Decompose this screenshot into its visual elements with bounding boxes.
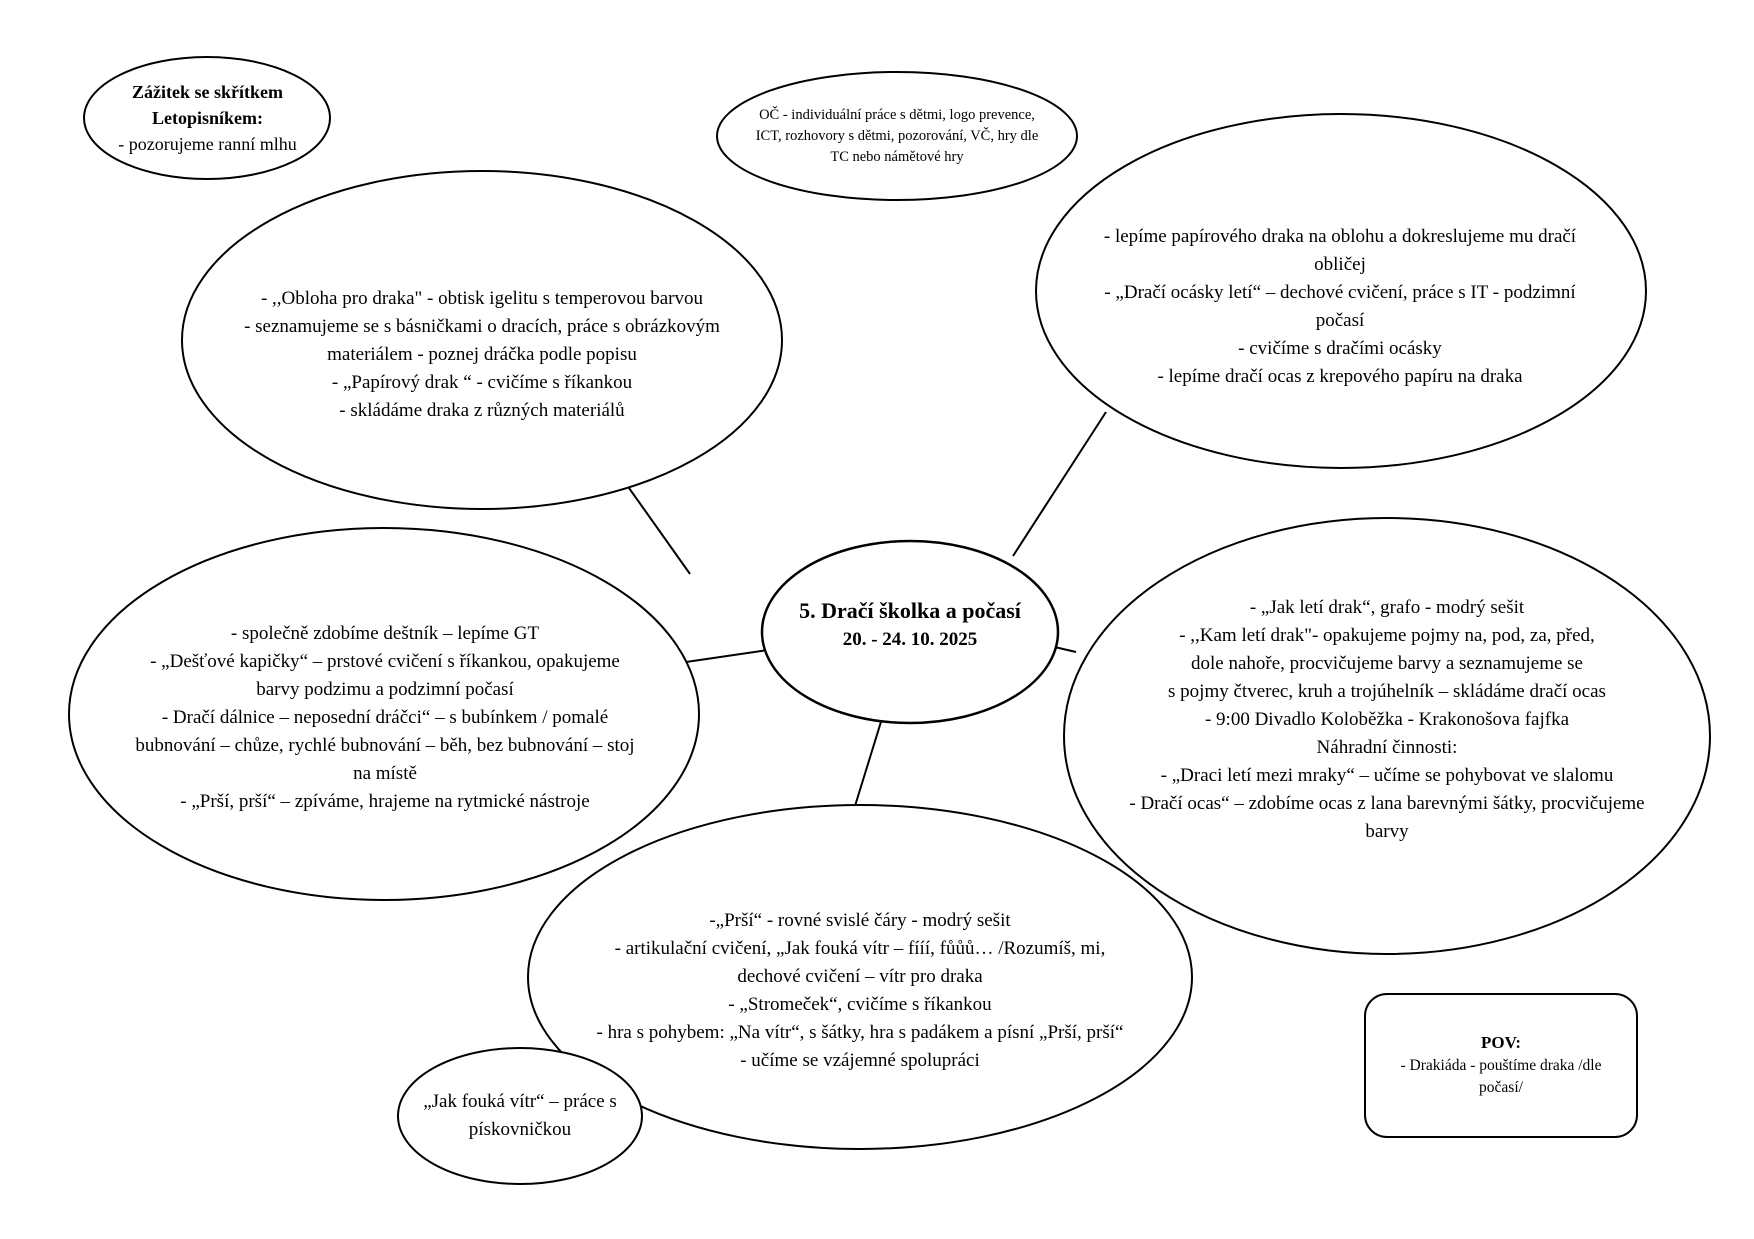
center-text xyxy=(765,585,1055,665)
pov-title: POV: xyxy=(1481,1033,1521,1052)
left-line-1: - společně zdobíme deštník – lepíme GT xyxy=(230,623,540,644)
pov-line-1: - Drakiáda - pouštíme draka /dle xyxy=(1400,1057,1602,1074)
bottom-line-5: - hra s pohybem: „Na vítr“, s šátky, hra s padákem a písní „Prší, prší“ xyxy=(596,1022,1124,1043)
bottom-line-2: - artikulační cvičení, „Jak fouká vítr – fííí, fůůů… /Rozumíš, mi, xyxy=(614,938,1106,959)
top-right-text xyxy=(1040,222,1640,392)
oc-line-3: TC nebo námětové hry xyxy=(830,148,964,165)
top-right-line-3: - „Dračí ocásky letí“ – dechové cvičení, práce s IT - podzimní xyxy=(1104,282,1576,303)
right-line-1: - „Jak letí drak“, grafo - modrý sešit xyxy=(1249,597,1525,618)
top-right-line-5: - cvičíme s dračími ocásky xyxy=(1238,338,1442,359)
right-line-6: Náhradní činnosti: xyxy=(1316,737,1458,758)
top-left-line-4: - „Papírový drak “ - cvičíme s říkankou xyxy=(331,372,633,393)
bottom-text xyxy=(528,905,1192,1077)
zazitek-title-line-1: Zážitek se skřítkem xyxy=(132,82,283,102)
zazitek-title-line-2: Letopisníkem: xyxy=(151,108,263,128)
zazitek-text xyxy=(90,70,325,166)
left-line-7: - „Prší, prší“ – zpíváme, hrajeme na rytmické nástroje xyxy=(180,791,590,812)
top-left-line-2: - seznamujeme se s básničkami o dracích, práce s obrázkovým xyxy=(244,316,720,337)
pov-line-2: počasí/ xyxy=(1479,1079,1523,1096)
top-left-line-3: materiálem - poznej dráčka podle popisu xyxy=(327,344,637,365)
pov-text xyxy=(1365,1020,1637,1110)
center-dates: 20. - 24. 10. 2025 xyxy=(842,629,978,650)
top-left-line-5: - skládáme draka z různých materiálů xyxy=(339,400,625,421)
top-left-text xyxy=(182,280,782,430)
top-left-line-1: - ,,Obloha pro draka" - obtisk igelitu s temperovou barvou xyxy=(260,288,704,309)
zazitek-line-1: - pozorujeme ranní mlhu xyxy=(118,134,297,154)
left-line-6: na místě xyxy=(353,763,417,784)
right-line-2: - ,,Kam letí drak"- opakujeme pojmy na, pod, za, před, xyxy=(1179,625,1595,646)
top-right-line-2: obličej xyxy=(1314,254,1366,275)
small-bottom-line-1: „Jak fouká vítr“ – práce s xyxy=(423,1091,617,1112)
center-title: 5. Dračí školka a počasí xyxy=(799,598,1021,623)
right-line-4: s pojmy čtverec, kruh a trojúhelník – skládáme dračí ocas xyxy=(1168,681,1606,702)
small-bottom-text xyxy=(398,1085,642,1147)
top-right-line-6: - lepíme dračí ocas z krepového papíru na draka xyxy=(1157,366,1523,387)
oc-line-1: OČ - individuální práce s dětmi, logo prevence, xyxy=(759,106,1035,123)
small-bottom-line-2: pískovničkou xyxy=(468,1119,572,1140)
connector-bottom xyxy=(855,712,884,806)
left-line-2: - „Dešťové kapičky“ – prstové cvičení s říkankou, opakujeme xyxy=(150,651,620,672)
bottom-line-1: -„Prší“ - rovné svislé čáry - modrý sešit xyxy=(709,910,1011,931)
right-line-7: - „Draci letí mezi mraky“ – učíme se pohybovat ve slalomu xyxy=(1160,765,1614,786)
left-line-4: - Dračí dálnice – neposední dráčci“ – s bubínkem / pomalé xyxy=(161,707,609,728)
right-line-9: barvy xyxy=(1365,821,1409,842)
right-line-3: dole nahoře, procvičujeme barvy a seznamujeme se xyxy=(1191,653,1583,674)
bottom-line-3: dechové cvičení – vítr pro draka xyxy=(737,966,983,987)
oc-text xyxy=(722,92,1072,180)
oc-line-2: ICT, rozhovory s dětmi, pozorování, VČ, hry dle xyxy=(755,127,1039,144)
left-line-3: barvy podzimu a podzimní počasí xyxy=(256,679,514,700)
left-line-5: bubnování – chůze, rychlé bubnování – běh, bez bubnování – stoj xyxy=(135,735,635,756)
bottom-line-6: - učíme se vzájemné spolupráci xyxy=(740,1050,980,1071)
top-right-line-4: počasí xyxy=(1315,310,1365,331)
right-line-5: - 9:00 Divadlo Koloběžka - Krakonošova fajfka xyxy=(1204,709,1570,730)
bottom-line-4: - „Stromeček“, cvičíme s říkankou xyxy=(728,994,992,1015)
right-line-8: - Dračí ocas“ – zdobíme ocas z lana barevnými šátky, procvičujeme xyxy=(1129,793,1645,814)
connector-top-right xyxy=(1013,412,1106,556)
left-text xyxy=(70,618,700,818)
top-right-line-1: - lepíme papírového draka na oblohu a dokreslujeme mu dračí xyxy=(1103,226,1577,247)
right-text xyxy=(1064,590,1710,850)
